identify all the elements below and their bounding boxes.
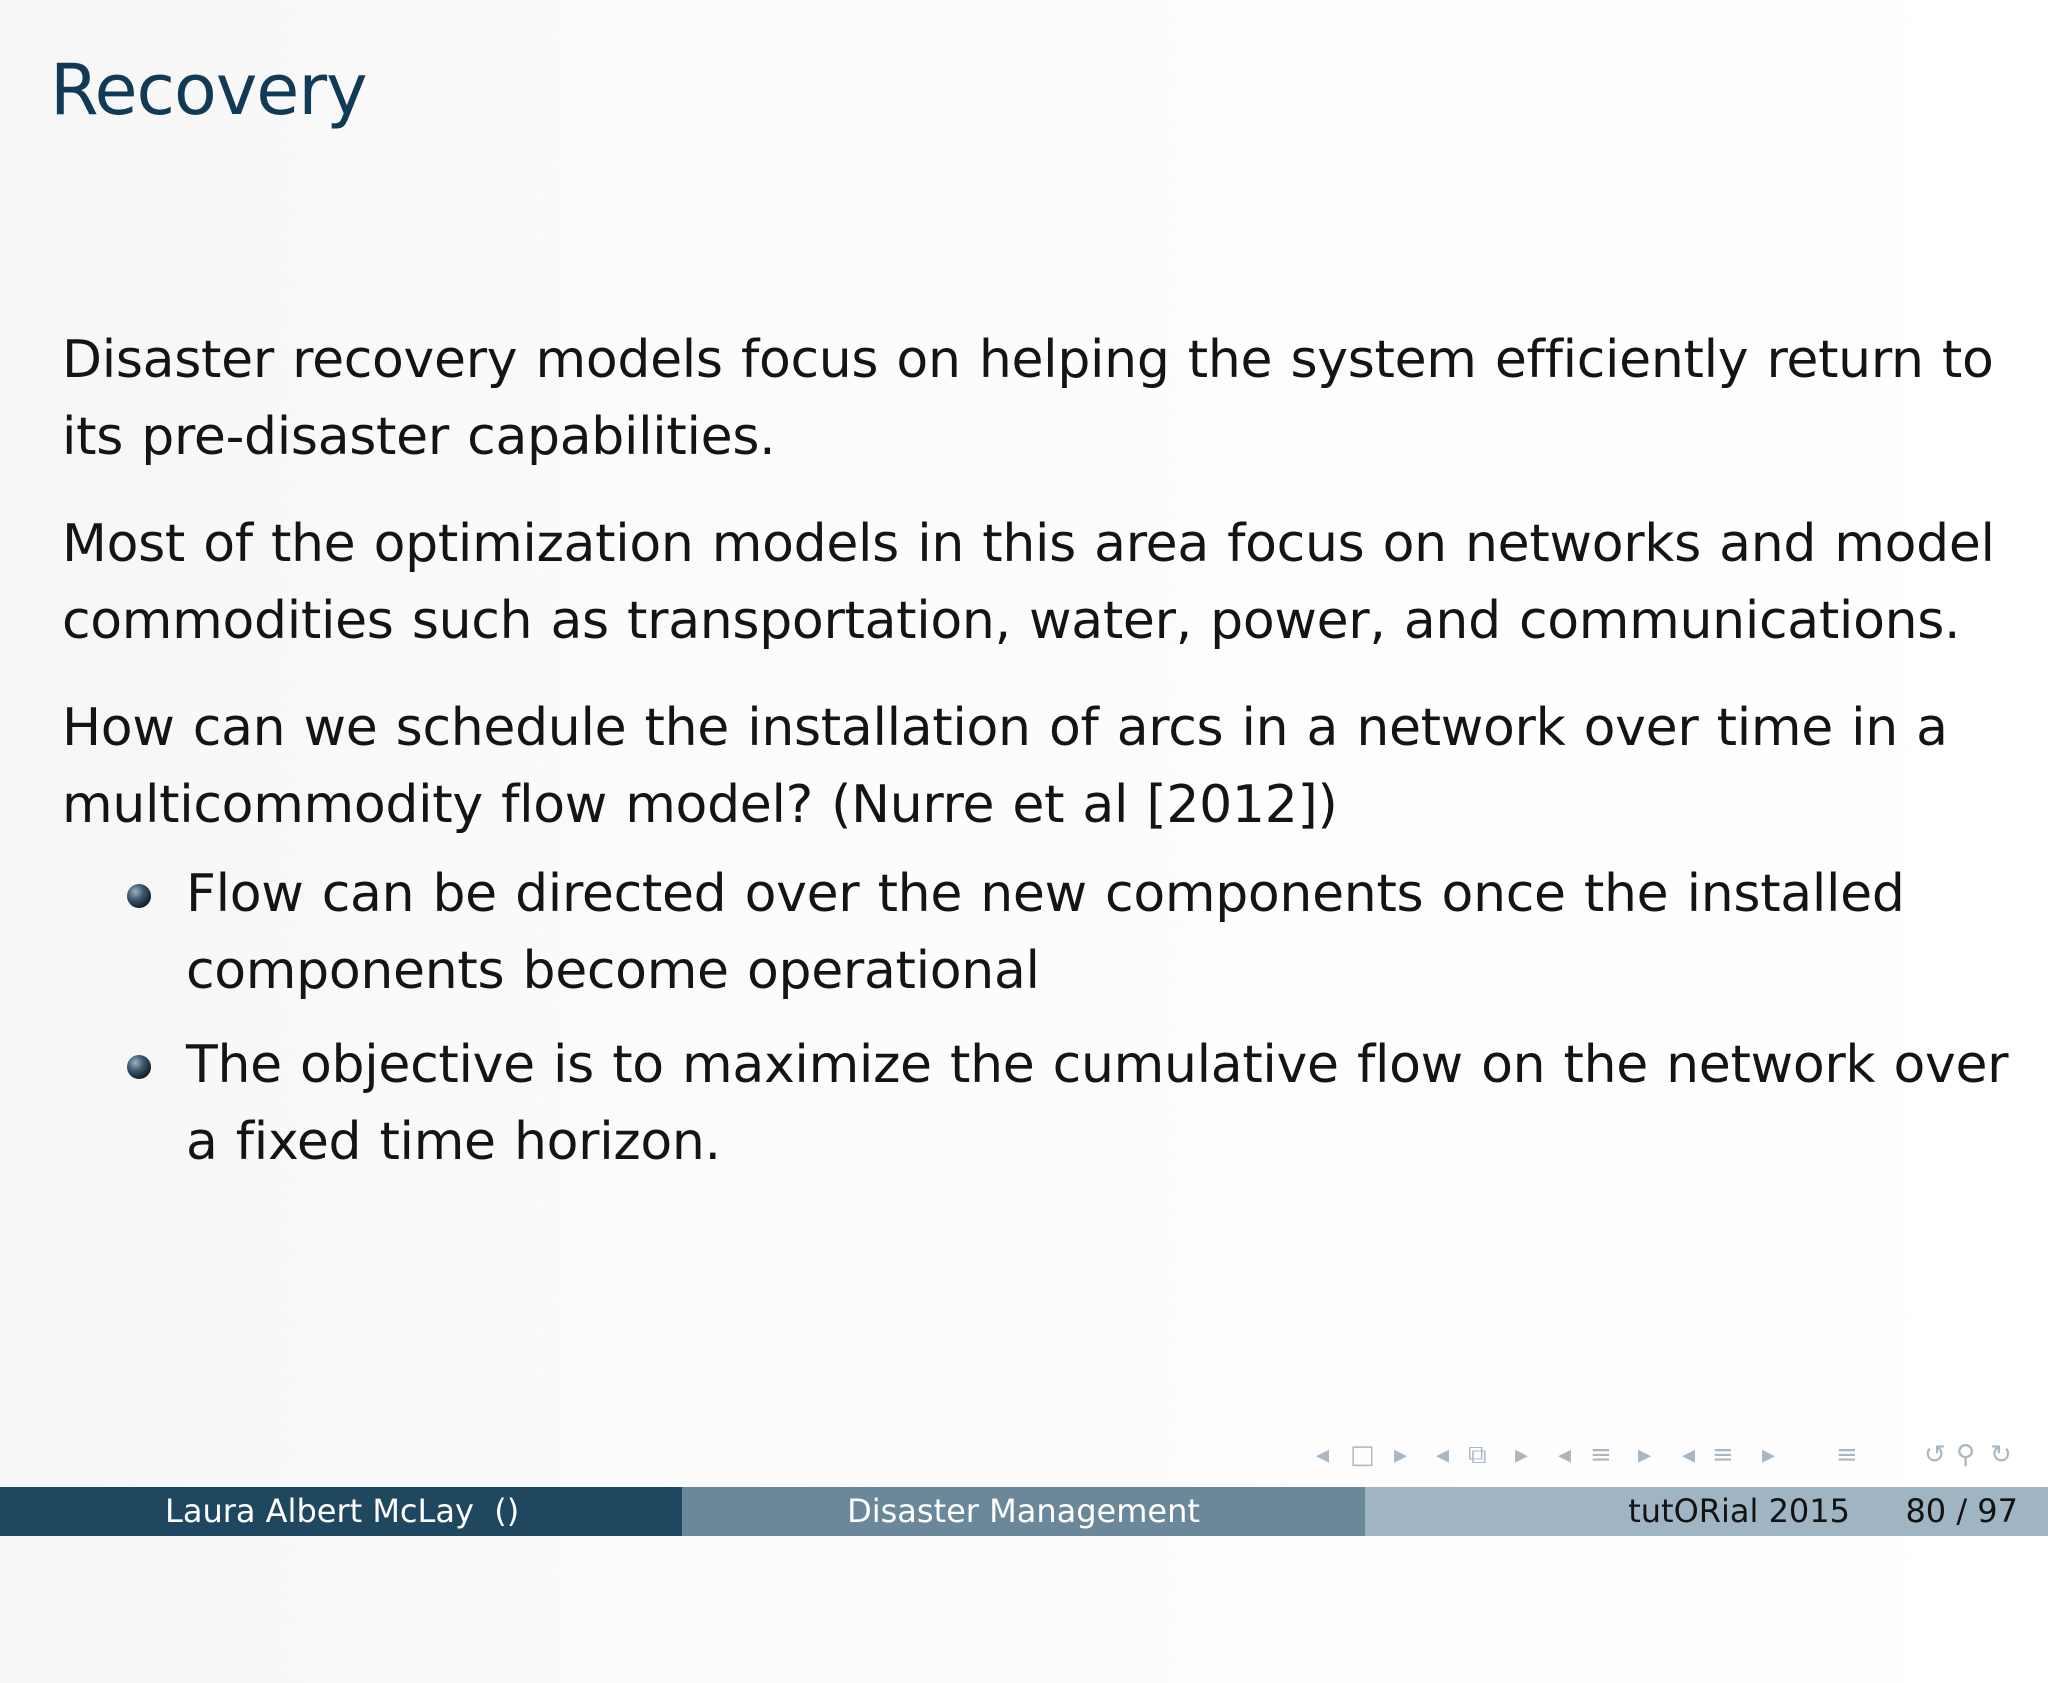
- page-number: 80 / 97: [1905, 1492, 2018, 1530]
- bullet-text: The objective is to maximize the cumulative flow on the network over a fixed time horizon.: [186, 1035, 2009, 1172]
- footer-event: tutORial 2015: [1628, 1492, 1850, 1530]
- prev-frame-icon[interactable]: ◂: [1316, 1440, 1330, 1470]
- footer-right-section: [1365, 1487, 2048, 1536]
- prev-section-icon[interactable]: ◂: [1558, 1440, 1572, 1470]
- beamer-navigation: [1310, 1440, 2030, 1470]
- paragraph-network-models: Most of the optimization models in this area focus on networks and model commodities such as transportation, water, power, and communications.: [62, 514, 1995, 651]
- paragraph-intro: Disaster recovery models focus on helping the system efficiently return to its pre-disaster capabilities.: [62, 330, 1994, 467]
- bullet-item: [62, 1027, 2022, 1181]
- footer-short-title: Disaster Management: [682, 1487, 1365, 1536]
- prev-slide-icon[interactable]: ◂: [1682, 1440, 1696, 1470]
- next-frame-icon[interactable]: ▸: [1394, 1440, 1408, 1470]
- slide-body: [62, 322, 2022, 1198]
- bullet-list: [62, 856, 2022, 1181]
- frame-icon[interactable]: □: [1350, 1440, 1375, 1470]
- paragraph-question: How can we schedule the installation of arcs in a network over time in a multicommodity flow model? (Nurre et al [2012]): [62, 698, 1948, 835]
- undo-icon[interactable]: ↺: [1924, 1440, 1946, 1470]
- next-subsection-icon[interactable]: ▸: [1515, 1440, 1529, 1470]
- next-section-icon[interactable]: ▸: [1638, 1440, 1652, 1470]
- footer-author: Laura Albert McLay (): [0, 1487, 682, 1536]
- toc-icon[interactable]: ≡: [1836, 1440, 1858, 1470]
- subsection-icon[interactable]: ⧉: [1468, 1440, 1487, 1470]
- bullet-text: Flow can be directed over the new components once the installed components become operational: [186, 864, 1905, 1001]
- footer-bar: [0, 1487, 2048, 1536]
- bullet-ball-icon: [127, 884, 151, 908]
- prev-subsection-icon[interactable]: ◂: [1436, 1440, 1450, 1470]
- slide-title: Recovery: [50, 49, 367, 131]
- redo-icon[interactable]: ↻: [1990, 1440, 2012, 1470]
- bullet-item: [62, 856, 2022, 1010]
- next-slide-icon[interactable]: ▸: [1762, 1440, 1776, 1470]
- search-icon[interactable]: ⚲: [1956, 1440, 1976, 1470]
- bullet-ball-icon: [127, 1055, 151, 1079]
- section-icon[interactable]: ≡: [1590, 1440, 1612, 1470]
- slide-icon[interactable]: ≡: [1712, 1440, 1734, 1470]
